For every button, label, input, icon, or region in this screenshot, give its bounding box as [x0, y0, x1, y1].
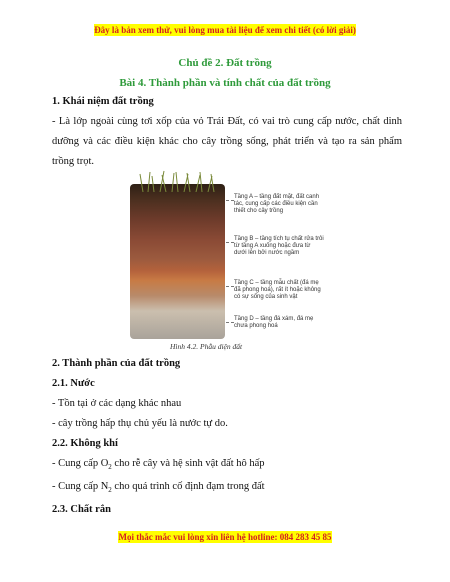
section-1-heading: 1. Khái niệm đất trồng — [52, 96, 154, 107]
section-1-text: - Là lớp ngoài cùng tơi xốp của vỏ Trái Đất, có vai trò cung cấp nước, chất dinh dưỡng và các điều kiện khác cho cây trồng sống, phát triển và tạo ra sản phẩm trồng trọt. — [52, 116, 402, 167]
soil-profile-image — [130, 184, 225, 339]
label-layer-d: Tầng D – tầng đá xám, đá mẹ chưa phong hoá — [234, 316, 314, 329]
hotline-banner — [0, 532, 450, 542]
hotline-text: Mọi thắc mắc vui lòng xin liên hệ hotline: 084 283 45 85 — [118, 532, 332, 542]
section-1 — [52, 92, 402, 172]
soil-profile-figure — [130, 172, 325, 357]
preview-notice-banner — [0, 25, 450, 35]
section-2-heading: 2. Thành phần của đất trồng — [52, 358, 181, 369]
preview-notice-text: Đây là bản xem thử, vui lòng mua tài liệu để xem chi tiết (có lời giải) — [94, 25, 356, 35]
subsection-air-heading: 2.2. Không khí — [52, 438, 118, 449]
label-a-connector — [226, 200, 234, 201]
figure-caption: Hình 4.2. Phẫu diện đất — [170, 342, 243, 351]
label-layer-a: Tầng A – tầng đất mặt, đất canh tác, cung cấp các điều kiện cần thiết cho cây trồng — [234, 194, 320, 214]
section-2 — [52, 354, 402, 520]
label-layer-c: Tầng C – tầng mẫu chất (đá mẹ đã phong hoá), rất ít hoặc không có sự sống của sinh vật — [234, 280, 321, 300]
chapter-title: Chủ đề 2. Đất trồng — [178, 57, 272, 69]
water-item-1: - Tồn tại ở các dạng khác nhau — [52, 398, 182, 409]
label-b-connector — [226, 242, 234, 243]
water-item-2: - cây trồng hấp thụ chủ yếu là nước tự do. — [52, 418, 228, 429]
subsection-solid-heading: 2.3. Chất rắn — [52, 504, 111, 516]
label-c-connector — [226, 286, 234, 287]
air-item-2: - Cung cấp $N_2$ cho quá trình cố định đạm trong đất — [52, 481, 265, 495]
air-item-1: - Cung cấp $O_2$ cho rễ cây và hệ sinh vật đất hô hấp — [52, 458, 265, 472]
subsection-water-heading: 2.1. Nước — [52, 378, 95, 389]
lesson-title: Bài 4. Thành phần và tính chất của đất trồng — [119, 77, 331, 89]
grass-icon — [138, 170, 218, 192]
label-layer-b: Tầng B – tầng tích tụ chất rửa trôi từ tầng A xuống hoặc đưa từ dưới lên bởi nước ngầm — [234, 236, 324, 256]
label-d-connector — [226, 322, 234, 323]
